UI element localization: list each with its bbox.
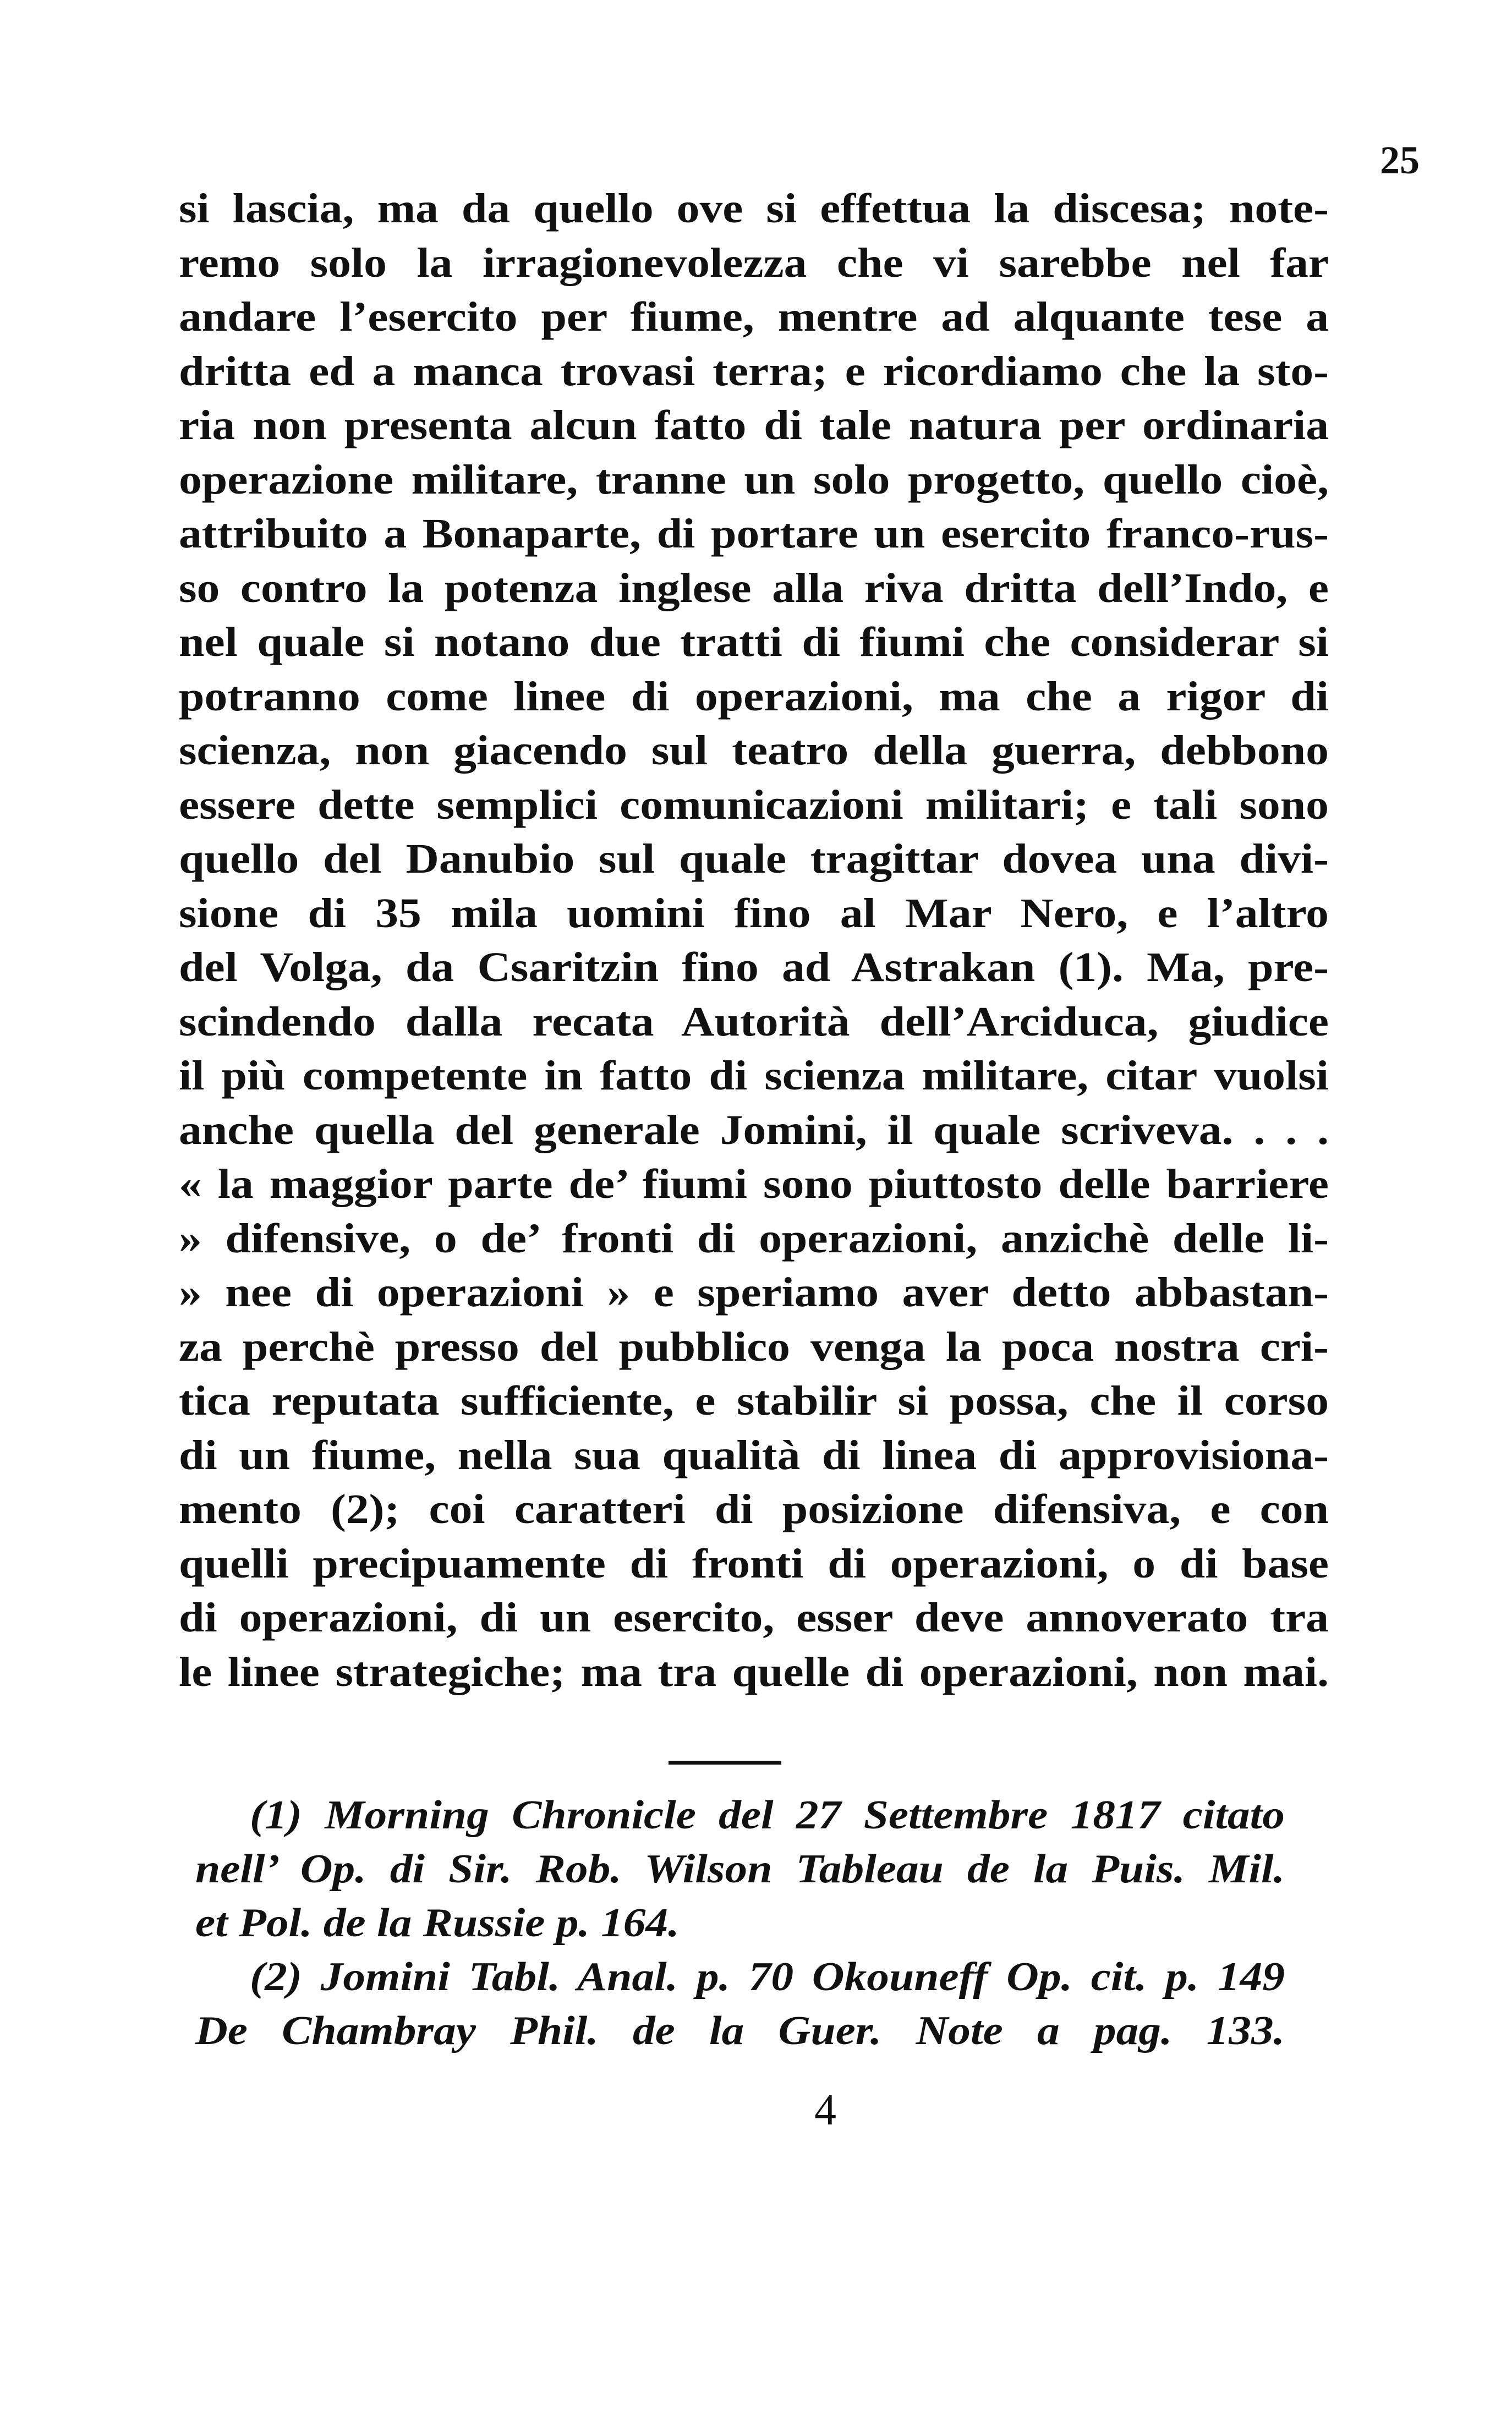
footnotes xyxy=(195,1788,1285,2058)
text-line: » difensive, o de’ fronti di operazioni, anzichè delle li- xyxy=(179,1215,1329,1262)
page-number: 25 xyxy=(1380,138,1420,182)
text-line: za perchè presso del pubblico venga la poca nostra cri- xyxy=(179,1323,1329,1370)
text-line: sione di 35 mila uomini fino al Mar Nero, e l’altro xyxy=(179,890,1329,936)
text-line: andare l’esercito per fiume, mentre ad alquante tese a xyxy=(179,294,1329,340)
text-line: si lascia, ma da quello ove si effettua la discesa; note- xyxy=(179,185,1329,232)
text-line: tica reputata sufficiente, e stabilir si possa, che il corso xyxy=(179,1378,1329,1424)
text-line: remo solo la irragionevolezza che vi sarebbe nel far xyxy=(179,239,1329,286)
footnote-line: De Chambray Phil. de la Guer. Note a pag. 133. xyxy=(195,2008,1285,2053)
text-line: « la maggior parte de’ fiumi sono piuttosto delle barriere xyxy=(179,1161,1329,1207)
text-line: potranno come linee di operazioni, ma che a rigor di xyxy=(179,673,1329,720)
text-line: quelli precipuamente di fronti di operazioni, o di base xyxy=(179,1540,1329,1587)
text-line: le linee strategiche; ma tra quelle di operazioni, non mai. xyxy=(179,1648,1329,1695)
text-line: » nee di operazioni » e speriamo aver detto abbastan- xyxy=(179,1269,1329,1316)
text-line: so contro la potenza inglese alla riva dritta dell’Indo, e xyxy=(179,565,1329,611)
footnote-line: (2) Jomini Tabl. Anal. p. 70 Okouneff Op. cit. p. 149 xyxy=(250,1954,1285,2000)
footnote-separator-rule xyxy=(669,1761,781,1765)
footnote-line: et Pol. de la Russie p. 164. xyxy=(195,1900,680,1946)
text-line: essere dette semplici comunicazioni militari; e tali sono xyxy=(179,781,1329,828)
text-line: scienza, non giacendo sul teatro della guerra, debbono xyxy=(179,727,1329,774)
text-line: mento (2); coi caratteri di posizione difensiva, e con xyxy=(179,1486,1329,1532)
signature-mark: 4 xyxy=(814,2086,836,2134)
text-line: attribuito a Bonaparte, di portare un esercito franco-rus- xyxy=(179,511,1329,557)
text-line: del Volga, da Csaritzin fino ad Astrakan (1). Ma, pre- xyxy=(179,944,1329,990)
text-line: anche quella del generale Jomini, il quale scriveva. . . . xyxy=(179,1107,1329,1153)
footnote-line: (1) Morning Chronicle del 27 Settembre 1817 citato xyxy=(250,1793,1285,1838)
text-line: il più competente in fatto di scienza militare, citar vuolsi xyxy=(179,1053,1329,1099)
text-line: nel quale si notano due tratti di fiumi che considerar si xyxy=(179,619,1329,665)
text-line: operazione militare, tranne un solo progetto, quello cioè, xyxy=(179,456,1329,503)
body-text xyxy=(179,182,1329,1699)
footnote-line: nell’ Op. di Sir. Rob. Wilson Tableau de la Puis. Mil. xyxy=(195,1847,1285,1892)
text-line: scindendo dalla recata Autorità dell’Arciduca, giudice xyxy=(179,998,1329,1045)
text-line: dritta ed a manca trovasi terra; e ricordiamo che la sto- xyxy=(179,348,1329,395)
text-line: ria non presenta alcun fatto di tale natura per ordinaria xyxy=(179,402,1329,448)
text-line: di operazioni, di un esercito, esser deve annoverato tra xyxy=(179,1595,1329,1641)
text-line: quello del Danubio sul quale tragittar dovea una divi- xyxy=(179,836,1329,882)
text-line: di un fiume, nella sua qualità di linea di approvisiona- xyxy=(179,1432,1329,1478)
